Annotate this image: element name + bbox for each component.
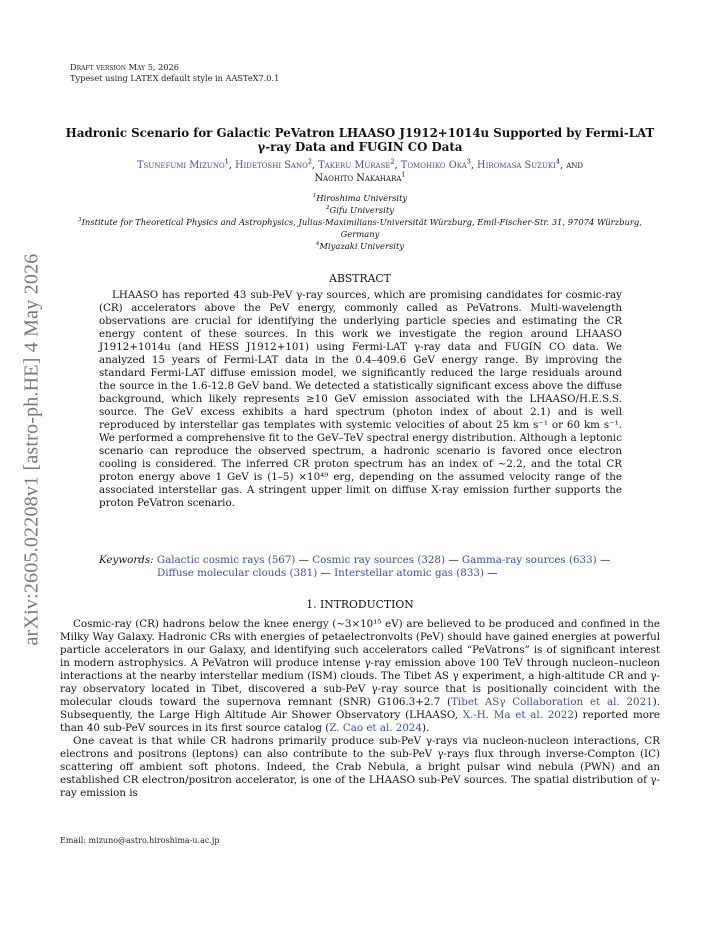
email-footnote: Email: mizuno@astro.hiroshima-u.ac.jp (60, 836, 220, 845)
keyword-link[interactable]: Interstellar atomic gas (833) (334, 567, 484, 579)
authors-and: and (566, 160, 583, 171)
paper-title: Hadronic Scenario for Galactic PeVatron LHAASO J1912+1014u Supported by Fermi-LAT γ-ray Data and FUGIN CO Data (65, 126, 655, 154)
keywords: Keywords: Galactic cosmic rays (567) — Cosmic ray sources (328) — Gamma-ray sources (633) — Diffuse molecular clouds (381) — Interstellar atomic gas (833) — (99, 554, 611, 579)
section-heading: 1. INTRODUCTION (306, 598, 414, 611)
citation-link[interactable]: Z. Cao et al. 2024 (329, 722, 423, 734)
arxiv-sidebar-stamp (4, 234, 60, 664)
citation-link[interactable]: Tibet ASγ Collaboration et al. 2021 (451, 696, 653, 708)
affiliation: $^4$Miyazaki University (315, 241, 405, 251)
author-name[interactable]: Tomohiko Oka (400, 160, 467, 171)
draft-header (70, 62, 279, 84)
author-list: Tsunefumi Mizuno$^1$, Hidetoshi Sano$^2$, Takeru Murase$^2$, Tomohiko Oka$^3$, Hiromasa Suzuki$^4$, and Naohito Nakahara$^1$ (137, 157, 583, 184)
abstract-heading: ABSTRACT (329, 272, 391, 285)
author-name[interactable]: Takeru Murase (318, 160, 391, 171)
author-name[interactable]: Hiromasa Suzuki (477, 160, 556, 171)
keywords-label: Keywords: (99, 554, 154, 566)
author-name: Naohito Nakahara (314, 172, 402, 184)
keyword-link[interactable]: Gamma-ray sources (633) (461, 554, 597, 566)
affiliation: $^2$Gifu University (326, 205, 394, 215)
abstract-text: LHAASO has reported 43 sub-PeV γ-ray sources, which are promising candidates for cosmic-ray (CR) accelerators above the PeV energy, commonly called as PeVatrons. Multi-wavelength observations are crucial for identifying the underlying particle species and estimating the CR energy content of these sources. In this work we investigate the region around LHAASO J1912+1014u (and HESS J1912+101) using Fermi-LAT γ-ray data and FUGIN CO data. We analyzed 15 years of Fermi-LAT data in the 0.4–409.6 GeV energy range. By improving the standard Fermi-LAT diffuse emission model, we significantly reduced the large residuals around the source in the 1.6-12.8 GeV band. We detected a statistically significant excess above the diffuse background, which likely represents ≥10 GeV emission associated with the LHAASO/H.E.S.S. source. The GeV excess exhibits a hard spectrum (photon index of about 2.1) and is well reproduced by interstellar gas templates with systemic velocities of about 25 km s⁻¹ or 60 km s⁻¹. We performed a comprehensive fit to the GeV–TeV spectral energy distribution. Although a leptonic scenario can reproduce the observed spectrum, a hadronic scenario is favored once electron cooling is considered. The inferred CR proton spectrum has an index of ∼2.2, and the total CR proton energy above 1 GeV is (1–5) ×10⁴⁹ erg, depending on the assumed velocity range of the associated interstellar gas. A stringent upper limit on diffuse X-ray emission further supports the proton PeVatron scenario. (99, 289, 622, 509)
intro-paragraph-1: Cosmic-ray (CR) hadrons below the knee energy (∼3×10¹⁵ eV) are believed to be produced and confined in the Milky Way Galaxy. Hadronic CRs with energies of petaelectronvolts (PeV) should have gained energies at powerful particle accelerators in our Galaxy, and identifying such accelerators called “PeVatrons” is of significant interest in modern astrophysics. A PeVatron will produce intense γ-ray emission above 100 TeV through nucleon–nucleon interactions at the nearby interstellar medium (ISM) clouds. The Tibet AS γ experiment, a high-altitude CR and γ-ray observatory located in Tibet, discovered a sub-PeV γ-ray source that is positionally coincident with the molecular clouds toward the supernova remnant (SNR) G106.3+2.7 (Tibet ASγ Collaboration et al. 2021). Subsequently, the Large High Altitude Air Shower Observatory (LHAASO, X.-H. Ma et al. 2022) reported more than 40 sub-PeV sources in its first source catalog (Z. Cao et al. 2024). (60, 618, 660, 734)
affiliation: $^1$Hiroshima University (312, 193, 408, 203)
affiliations (60, 192, 660, 252)
citation-link[interactable]: X.-H. Ma et al. 2022 (462, 709, 574, 721)
draft-version: Draft version May 5, 2026 (70, 62, 179, 72)
keyword-link[interactable]: Cosmic ray sources (328) (312, 554, 446, 566)
typeset-line: Typeset using LATEX default style in AASTeX7.0.1 (70, 73, 280, 83)
author-name[interactable]: Tsunefumi Mizuno (137, 160, 225, 171)
arxiv-id: arXiv:2605.02208v1 [astro-ph.HE] 4 May 2026 (20, 253, 43, 645)
keyword-link[interactable]: Galactic cosmic rays (567) (156, 554, 296, 566)
intro-paragraph-2: One caveat is that while CR hadrons primarily produce sub-PeV γ-rays via nucleon-nucleon interactions, CR electrons and positrons (leptons) can also contribute to the sub-PeV γ-rays flux through inverse-Compton (IC) scattering off ambient soft photons. Indeed, the Crab Nebula, a bright pulsar wind nebula (PWN) and an established CR electron/positron accelerator, is one of the LHAASO sub-PeV sources. The spatial distribution of γ-ray emission is (60, 735, 660, 799)
keyword-link[interactable]: Diffuse molecular clouds (381) (157, 567, 318, 579)
author-name[interactable]: Hidetoshi Sano (234, 160, 308, 171)
affiliation: $^3$Institute for Theoretical Physics and Astrophysics, Julius-Maximilians-Universität Würzburg, Emil-Fischer-Str. 31, 97074 Würzburg, Germany (78, 217, 642, 239)
